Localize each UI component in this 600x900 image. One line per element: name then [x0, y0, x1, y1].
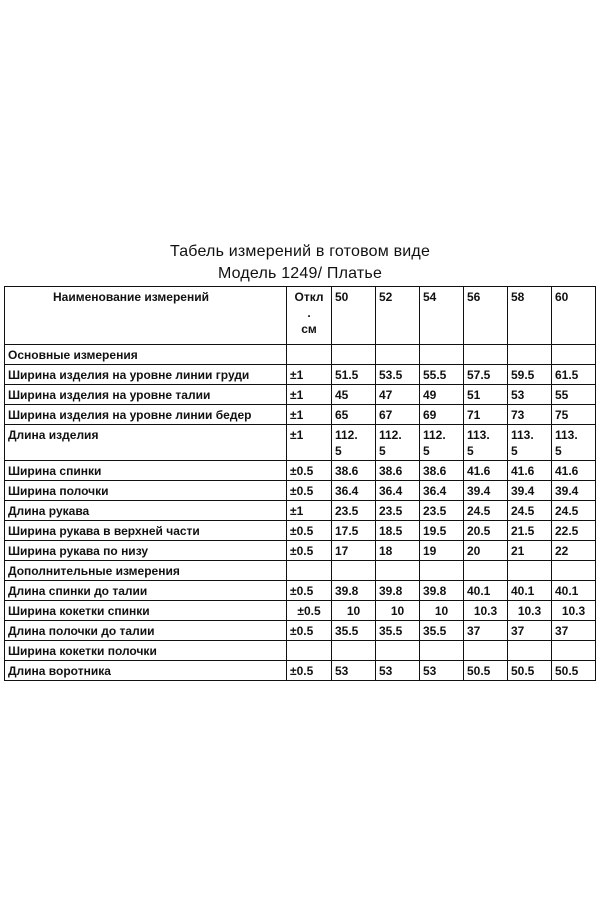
size-value-cell: 23.5	[376, 501, 420, 521]
header-measurement-name: Наименование измерений	[5, 287, 287, 345]
size-value-cell: 20.5	[464, 521, 508, 541]
measurement-name: Ширина кокетки полочки	[5, 641, 287, 661]
table-row	[5, 461, 596, 481]
size-value-cell: 67	[376, 405, 420, 425]
empty-cell	[376, 345, 420, 365]
header-tolerance-line: Откл	[294, 290, 324, 304]
measurement-name: Длина полочки до талии	[5, 621, 287, 641]
size-value-cell: 53	[376, 661, 420, 681]
model-subtitle: Модель 1249/ Платье	[217, 265, 383, 282]
table-row	[5, 501, 596, 521]
tolerance-cell: ±0.5	[287, 601, 332, 621]
size-value-cell: 22.5	[552, 521, 596, 541]
size-value-cell: 10	[376, 601, 420, 621]
tolerance-cell: ±0.5	[287, 661, 332, 681]
empty-cell	[287, 345, 332, 365]
header-tolerance-line: .	[307, 306, 311, 320]
size-value-cell: 41.6	[508, 461, 552, 481]
header-tolerance-line: см	[301, 322, 317, 336]
size-value-cell: 10.3	[464, 601, 508, 621]
size-value-cell: 50.5	[508, 661, 552, 681]
tolerance-cell: ±0.5	[287, 461, 332, 481]
empty-cell	[508, 561, 552, 581]
size-value-cell: 10.3	[552, 601, 596, 621]
size-value-cell: 57.5	[464, 365, 508, 385]
size-value-cell: 39.8	[332, 581, 376, 601]
size-value-cell: 71	[464, 405, 508, 425]
empty-cell	[464, 561, 508, 581]
size-value-cell: 36.4	[376, 481, 420, 501]
size-value-cell: 21	[508, 541, 552, 561]
size-value-cell: 38.6	[376, 461, 420, 481]
empty-cell	[332, 561, 376, 581]
size-value-cell: 40.1	[552, 581, 596, 601]
size-value-cell: 61.5	[552, 365, 596, 385]
size-value-cell: 112. 5	[332, 425, 376, 461]
tolerance-cell: ±1	[287, 385, 332, 405]
size-value-cell: 23.5	[420, 501, 464, 521]
size-value-cell: 10.3	[508, 601, 552, 621]
tolerance-cell: ±0.5	[287, 481, 332, 501]
size-value-cell: 41.6	[552, 461, 596, 481]
size-value-cell: 37	[508, 621, 552, 641]
size-value-cell: 53	[508, 385, 552, 405]
size-value-cell: 45	[332, 385, 376, 405]
size-value-cell: 47	[376, 385, 420, 405]
table-row	[5, 621, 596, 641]
size-value-cell: 22	[552, 541, 596, 561]
table-row	[5, 641, 596, 661]
size-value-cell	[376, 641, 420, 661]
measurement-table	[4, 286, 596, 681]
table-row	[5, 661, 596, 681]
size-value-cell: 18	[376, 541, 420, 561]
size-value-cell: 73	[508, 405, 552, 425]
size-value-cell: 17	[332, 541, 376, 561]
measurement-name: Ширина кокетки спинки	[5, 601, 287, 621]
size-value-cell: 53	[420, 661, 464, 681]
size-value-cell: 35.5	[420, 621, 464, 641]
empty-cell	[376, 561, 420, 581]
size-value-cell: 36.4	[332, 481, 376, 501]
header-size: 54	[420, 287, 464, 345]
size-value-cell: 19	[420, 541, 464, 561]
size-value-cell	[508, 641, 552, 661]
size-value-cell: 19.5	[420, 521, 464, 541]
size-value-cell: 23.5	[332, 501, 376, 521]
size-value-cell: 24.5	[464, 501, 508, 521]
table-row	[5, 425, 596, 461]
header-size: 50	[332, 287, 376, 345]
size-value-cell: 65	[332, 405, 376, 425]
measurement-name: Длина рукава	[5, 501, 287, 521]
size-value-cell: 55	[552, 385, 596, 405]
tolerance-cell: ±0.5	[287, 621, 332, 641]
section-title: Основные измерения	[5, 345, 287, 365]
header-size: 56	[464, 287, 508, 345]
size-value-cell: 112. 5	[420, 425, 464, 461]
size-value-cell: 24.5	[508, 501, 552, 521]
size-value-cell: 112. 5	[376, 425, 420, 461]
header-size: 58	[508, 287, 552, 345]
size-value-cell: 41.6	[464, 461, 508, 481]
section-header-row	[5, 561, 596, 581]
tolerance-cell: ±0.5	[287, 521, 332, 541]
document-title: Табель измерений в готовом виде	[169, 243, 431, 260]
section-title: Дополнительные измерения	[5, 561, 287, 581]
header-tolerance	[287, 287, 332, 345]
size-value-cell: 21.5	[508, 521, 552, 541]
size-value-cell	[464, 641, 508, 661]
size-value-cell: 39.4	[508, 481, 552, 501]
measurement-name: Длина изделия	[5, 425, 287, 461]
size-value-cell: 40.1	[464, 581, 508, 601]
table-row	[5, 481, 596, 501]
table-row	[5, 541, 596, 561]
table-row	[5, 405, 596, 425]
size-value-cell: 24.5	[552, 501, 596, 521]
size-value-cell: 39.4	[464, 481, 508, 501]
measurement-name: Ширина рукава по низу	[5, 541, 287, 561]
header-size: 52	[376, 287, 420, 345]
tolerance-cell: ±0.5	[287, 541, 332, 561]
size-value-cell: 39.8	[420, 581, 464, 601]
size-value-cell: 40.1	[508, 581, 552, 601]
size-value-cell: 35.5	[376, 621, 420, 641]
size-value-cell: 35.5	[332, 621, 376, 641]
size-value-cell: 50.5	[552, 661, 596, 681]
table-body	[5, 345, 596, 681]
size-value-cell: 39.4	[552, 481, 596, 501]
size-value-cell: 38.6	[420, 461, 464, 481]
section-header-row	[5, 345, 596, 365]
size-value-cell: 37	[464, 621, 508, 641]
measurement-name: Ширина рукава в верхней части	[5, 521, 287, 541]
tolerance-cell	[287, 641, 332, 661]
measurement-name: Длина воротника	[5, 661, 287, 681]
table-row	[5, 601, 596, 621]
header-size: 60	[552, 287, 596, 345]
size-value-cell: 51.5	[332, 365, 376, 385]
size-value-cell: 113. 5	[552, 425, 596, 461]
size-value-cell	[332, 641, 376, 661]
size-value-cell: 69	[420, 405, 464, 425]
tolerance-cell: ±1	[287, 365, 332, 385]
empty-cell	[287, 561, 332, 581]
size-value-cell	[552, 641, 596, 661]
size-value-cell: 20	[464, 541, 508, 561]
empty-cell	[420, 561, 464, 581]
empty-cell	[552, 561, 596, 581]
size-value-cell: 113. 5	[464, 425, 508, 461]
table-row	[5, 385, 596, 405]
size-value-cell: 75	[552, 405, 596, 425]
size-value-cell: 53.5	[376, 365, 420, 385]
measurement-name: Ширина спинки	[5, 461, 287, 481]
size-value-cell: 39.8	[376, 581, 420, 601]
size-value-cell: 51	[464, 385, 508, 405]
size-value-cell: 10	[420, 601, 464, 621]
size-value-cell: 17.5	[332, 521, 376, 541]
measurement-name: Ширина полочки	[5, 481, 287, 501]
size-value-cell: 18.5	[376, 521, 420, 541]
table-header-row	[5, 287, 596, 345]
table-row	[5, 365, 596, 385]
size-value-cell: 59.5	[508, 365, 552, 385]
empty-cell	[508, 345, 552, 365]
table-row	[5, 521, 596, 541]
measurement-name: Ширина изделия на уровне талии	[5, 385, 287, 405]
size-value-cell: 55.5	[420, 365, 464, 385]
size-value-cell: 53	[332, 661, 376, 681]
table-row	[5, 581, 596, 601]
empty-cell	[332, 345, 376, 365]
size-value-cell: 49	[420, 385, 464, 405]
tolerance-cell: ±1	[287, 425, 332, 461]
tolerance-cell: ±1	[287, 405, 332, 425]
empty-cell	[464, 345, 508, 365]
tolerance-cell: ±1	[287, 501, 332, 521]
empty-cell	[420, 345, 464, 365]
size-value-cell: 37	[552, 621, 596, 641]
size-value-cell: 50.5	[464, 661, 508, 681]
measurement-name: Длина спинки до талии	[5, 581, 287, 601]
measurement-name: Ширина изделия на уровне линии груди	[5, 365, 287, 385]
measurement-name: Ширина изделия на уровне линии бедер	[5, 405, 287, 425]
size-value-cell: 36.4	[420, 481, 464, 501]
size-value-cell: 113. 5	[508, 425, 552, 461]
size-value-cell: 10	[332, 601, 376, 621]
empty-cell	[552, 345, 596, 365]
tolerance-cell: ±0.5	[287, 581, 332, 601]
size-value-cell	[420, 641, 464, 661]
size-value-cell: 38.6	[332, 461, 376, 481]
